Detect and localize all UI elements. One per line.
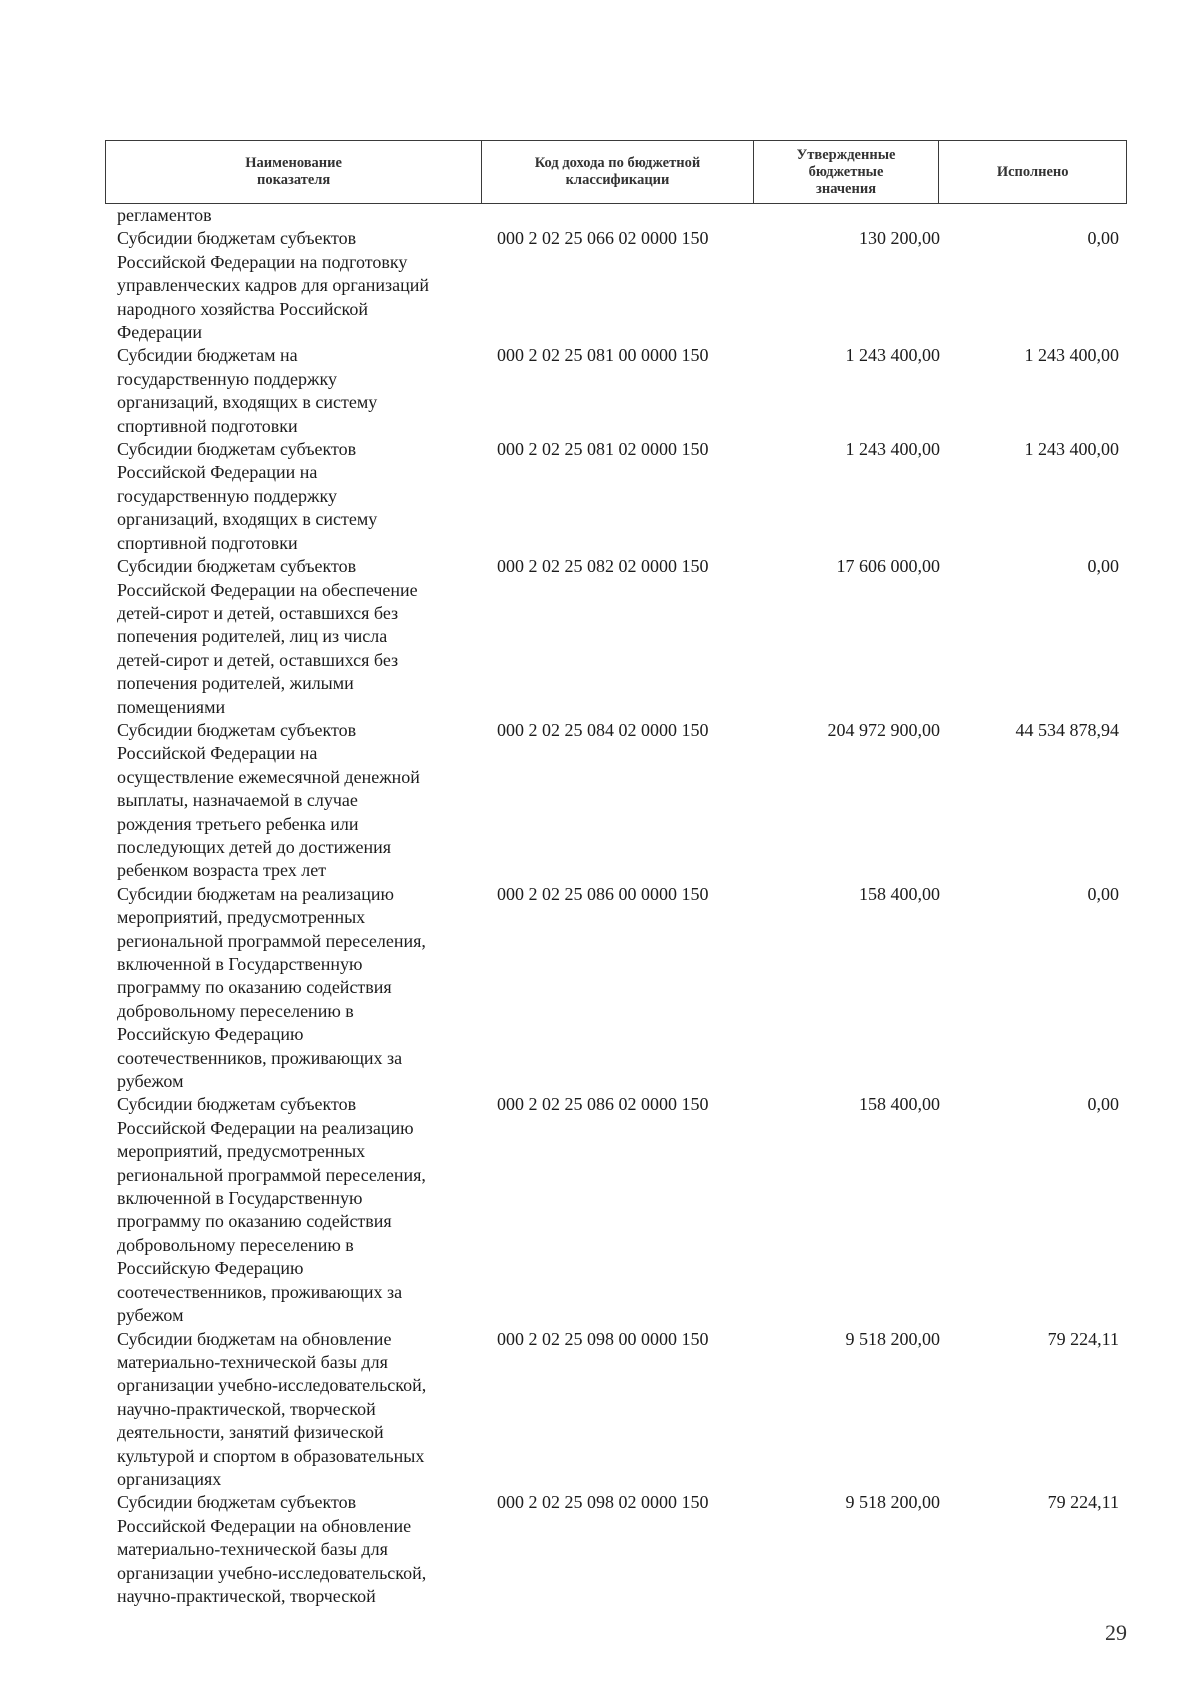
table-row	[117, 438, 1127, 555]
header-code	[482, 141, 753, 203]
row-code: 000 2 02 25 081 00 0000 150	[497, 345, 709, 366]
header-code-text: Код дохода по бюджетной классификации	[534, 155, 701, 188]
row-name: Субсидии бюджетам субъектов Российской Федерации на обеспечение детей-сирот и детей, оставшихся без попечения родителей, лиц из числа детей-сирот и детей, оставшихся без попечения родителей, жилыми помещениями	[117, 556, 418, 717]
row-name: Субсидии бюджетам на обновление материально-технической базы для организации учебно-исследовательской, научно-практической, творческой деятельности, занятий физической культурой и спортом в образовательных организациях	[117, 1328, 427, 1489]
row-code: 000 2 02 25 086 02 0000 150	[497, 1094, 709, 1115]
row-code: 000 2 02 25 098 02 0000 150	[497, 1492, 709, 1513]
row-approved: 158 400,00	[859, 883, 940, 904]
row-name: Субсидии бюджетам на реализацию мероприятий, предусмотренных региональной программой переселения, включенной в Государственную программу по оказанию содействия добровольному переселению в Российскую Федерацию соотечественников, проживающих за рубежом	[117, 883, 426, 1092]
row-name: регламентов	[117, 205, 212, 225]
row-executed: 0,00	[1087, 883, 1119, 904]
row-name: Субсидии бюджетам субъектов Российской Федерации на реализацию мероприятий, предусмотренных региональной программой переселения, включенной в Государственную программу по оказанию содействия добровольному переселению в Российскую Федерацию соотечественников, проживающих за рубежом	[117, 1094, 426, 1326]
table-row	[117, 719, 1127, 883]
row-executed: 79 224,11	[1047, 1328, 1119, 1349]
row-approved: 204 972 900,00	[827, 719, 940, 740]
row-approved: 158 400,00	[859, 1094, 940, 1115]
header-name	[106, 141, 482, 203]
row-code: 000 2 02 25 084 02 0000 150	[497, 719, 709, 740]
table-body	[117, 204, 1127, 1608]
table-row	[117, 204, 1127, 227]
header-executed-text: Исполнено	[996, 163, 1069, 180]
header-approved-text: Утвержденные бюджетные значения	[796, 146, 896, 197]
table-header	[105, 140, 1127, 204]
row-code: 000 2 02 25 081 02 0000 150	[497, 439, 709, 460]
header-executed	[939, 141, 1126, 203]
row-approved: 130 200,00	[859, 228, 940, 249]
row-approved: 9 518 200,00	[845, 1328, 940, 1349]
row-approved: 1 243 400,00	[845, 439, 940, 460]
row-executed: 1 243 400,00	[1024, 439, 1119, 460]
row-name: Субсидии бюджетам на государственную поддержку организаций, входящих в систему спортивной подготовки	[117, 345, 378, 436]
row-name: Субсидии бюджетам субъектов Российской Федерации на осуществление ежемесячной денежной выплаты, назначаемой в случае рождения третьего ребенка или последующих детей до достижения ребенком возраста трех лет	[117, 719, 420, 881]
row-executed: 1 243 400,00	[1024, 345, 1119, 366]
row-executed: 79 224,11	[1047, 1492, 1119, 1513]
table-row	[117, 1491, 1127, 1608]
table-row	[117, 555, 1127, 719]
row-approved: 1 243 400,00	[845, 345, 940, 366]
row-executed: 0,00	[1087, 556, 1119, 577]
header-approved	[754, 141, 940, 203]
table-row	[117, 344, 1127, 438]
row-name: Субсидии бюджетам субъектов Российской Федерации на обновление материально-технической базы для организации учебно-исследовательской, научно-практической, творческой	[117, 1492, 427, 1606]
row-executed: 0,00	[1087, 1094, 1119, 1115]
row-name: Субсидии бюджетам субъектов Российской Федерации на подготовку управленческих кадров для организаций народного хозяйства Российской Федерации	[117, 228, 430, 343]
header-name-text: Наименование показателя	[245, 155, 342, 188]
row-code: 000 2 02 25 086 00 0000 150	[497, 883, 709, 904]
table-row	[117, 1328, 1127, 1492]
row-executed: 0,00	[1087, 228, 1119, 249]
row-code: 000 2 02 25 082 02 0000 150	[497, 556, 709, 577]
row-executed: 44 534 878,94	[1015, 719, 1119, 740]
row-code: 000 2 02 25 066 02 0000 150	[497, 228, 709, 249]
row-name: Субсидии бюджетам субъектов Российской Федерации на государственную поддержку организаций, входящих в систему спортивной подготовки	[117, 439, 378, 553]
row-approved: 17 606 000,00	[836, 556, 940, 577]
row-code: 000 2 02 25 098 00 0000 150	[497, 1328, 709, 1349]
table-row	[117, 883, 1127, 1094]
row-approved: 9 518 200,00	[845, 1492, 940, 1513]
page-number: 29	[1105, 1620, 1127, 1645]
table-row	[117, 227, 1127, 344]
table-row	[117, 1093, 1127, 1327]
